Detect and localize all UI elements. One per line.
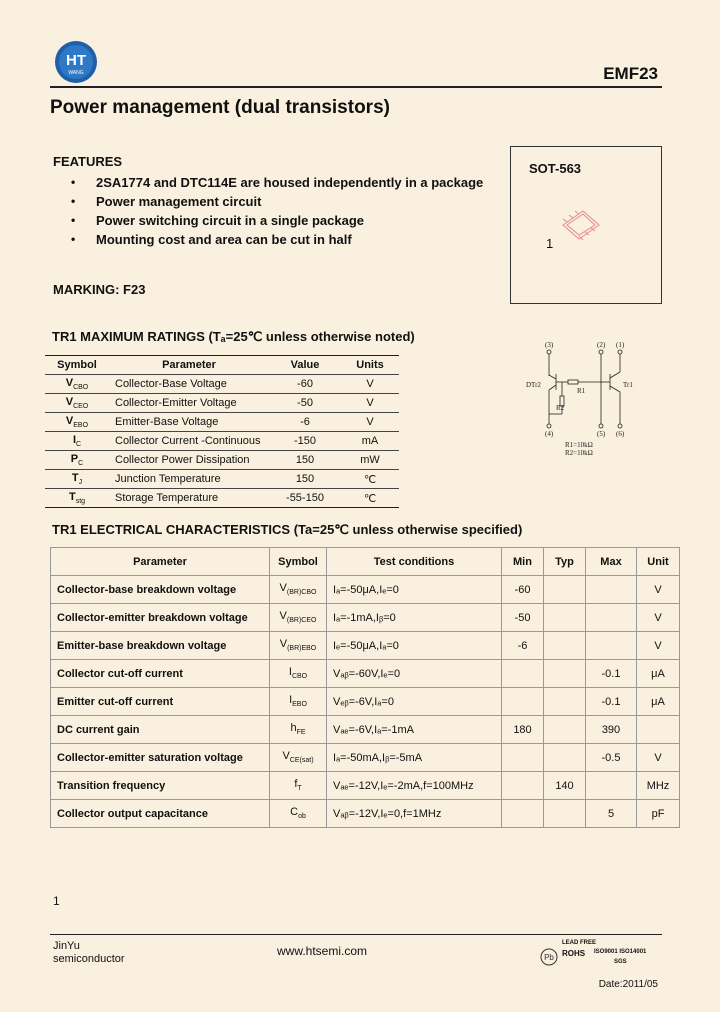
max <box>586 772 637 800</box>
feature-item: • Power management circuit <box>71 192 483 211</box>
logo-text: HT <box>66 52 86 69</box>
lead-free-icon <box>540 948 558 966</box>
symbol-subscript: stg <box>75 498 86 506</box>
company-name <box>53 940 125 966</box>
feature-item: • 2SA1774 and DTC114E are housed independently in a package <box>71 173 483 192</box>
column-header: Parameter <box>109 356 269 375</box>
symbol: V <box>65 376 74 389</box>
symbol: V <box>282 750 290 763</box>
unit: V <box>637 604 680 632</box>
parameter: Collector cut-off current <box>51 660 270 688</box>
min <box>502 772 544 800</box>
unit <box>637 716 680 744</box>
table-row <box>51 604 680 632</box>
page-title: Power management (dual transistors) <box>50 97 390 118</box>
table-row <box>45 432 399 451</box>
max: 390 <box>586 716 637 744</box>
min <box>502 744 544 772</box>
table-header-row <box>45 356 399 375</box>
feature-item: • Mounting cost and area can be cut in half <box>71 230 483 249</box>
table-row <box>51 632 680 660</box>
symbol-subscript: EBO <box>73 422 89 430</box>
symbol-subscript: ob <box>298 813 306 821</box>
typ <box>544 688 586 716</box>
circuit-diagram <box>520 338 660 460</box>
max: -0.5 <box>586 744 637 772</box>
symbol-subscript: C <box>78 460 84 468</box>
unit: V <box>341 375 399 394</box>
pin-2-label: (2) <box>597 341 606 349</box>
symbol-subscript: FE <box>296 729 306 737</box>
test-conditions: Vₑᵦ=-6V,Iₐ=0 <box>327 688 502 716</box>
value: 150 <box>269 451 341 470</box>
column-header: Symbol <box>270 548 327 576</box>
unit: V <box>637 576 680 604</box>
symbol-subscript: (BR)EBO <box>287 645 317 653</box>
column-header: Test conditions <box>327 548 502 576</box>
pin-3-label: (3) <box>545 341 554 349</box>
min: -60 <box>502 576 544 604</box>
company-logo <box>54 40 98 84</box>
table-row <box>51 688 680 716</box>
svg-text:Pb: Pb <box>544 953 554 962</box>
symbol: V <box>65 414 74 427</box>
test-conditions: Iₐ=-1mA,Iᵦ=0 <box>327 604 502 632</box>
typ <box>544 632 586 660</box>
parameter: Storage Temperature <box>109 489 269 508</box>
pin-4-label: (4) <box>545 430 554 438</box>
package-name: SOT-563 <box>529 161 582 176</box>
r2-value: R2=10kΩ <box>565 449 593 457</box>
column-header: Typ <box>544 548 586 576</box>
min: -50 <box>502 604 544 632</box>
pin-5-label: (5) <box>597 430 606 438</box>
certification-badges <box>540 940 660 970</box>
value: -150 <box>269 432 341 451</box>
table-row <box>45 451 399 470</box>
max <box>586 632 637 660</box>
value: -50 <box>269 394 341 413</box>
symbol: h <box>290 722 297 735</box>
unit: V <box>341 413 399 432</box>
max: -0.1 <box>586 660 637 688</box>
cert-rohs: ROHS <box>562 949 586 958</box>
features-list <box>71 173 483 249</box>
test-conditions: Iₐ=-50μA,Iₑ=0 <box>327 576 502 604</box>
symbol-subscript: CBO <box>73 384 89 392</box>
symbol-subscript: J <box>78 479 83 487</box>
symbol-subscript: CEO <box>73 403 89 411</box>
website-link[interactable]: www.htsemi.com <box>277 944 368 958</box>
symbol: T <box>68 490 76 503</box>
value: -55-150 <box>269 489 341 508</box>
marking-label: MARKING: F23 <box>53 282 146 297</box>
r1-label: R1 <box>577 387 586 395</box>
symbol: I <box>289 694 293 707</box>
document-date: Date:2011/05 <box>598 979 658 990</box>
test-conditions: Vₐₑ=-12V,Iₑ=-2mA,f=100MHz <box>327 772 502 800</box>
max <box>586 576 637 604</box>
min: 180 <box>502 716 544 744</box>
table-row <box>45 489 399 508</box>
max-ratings-heading: TR1 MAXIMUM RATINGS (Tₐ=25℃ unless otherwise noted) <box>52 329 415 344</box>
typ <box>544 800 586 828</box>
parameter: Emitter-Base Voltage <box>109 413 269 432</box>
parameter: Collector-emitter saturation voltage <box>51 744 270 772</box>
unit: mA <box>341 432 399 451</box>
parameter: Collector Power Dissipation <box>109 451 269 470</box>
column-header: Value <box>269 356 341 375</box>
unit: V <box>341 394 399 413</box>
unit: ℃ <box>341 489 399 508</box>
part-number: EMF23 <box>603 64 658 83</box>
table-row <box>51 744 680 772</box>
table-row <box>45 375 399 394</box>
elec-heading: TR1 ELECTRICAL CHARACTERISTICS (Ta=25℃ unless otherwise specified) <box>52 522 523 537</box>
dtr2-label: DTr2 <box>526 381 541 389</box>
symbol: I <box>72 433 76 446</box>
column-header: Max <box>586 548 637 576</box>
parameter: Collector output capacitance <box>51 800 270 828</box>
company-line1: JinYu <box>53 940 80 952</box>
symbol: C <box>290 806 299 819</box>
symbol-subscript: (BR)CEO <box>286 617 317 625</box>
table-row <box>51 716 680 744</box>
symbol-subscript: (BR)CBO <box>286 589 317 597</box>
unit: μA <box>637 688 680 716</box>
unit: mW <box>341 451 399 470</box>
typ <box>544 716 586 744</box>
cert-sgs: SGS <box>614 959 627 965</box>
symbol: f <box>294 778 298 791</box>
package-outline-icon <box>555 203 605 249</box>
package-pin1-label: 1 <box>546 236 554 251</box>
symbol-subscript: T <box>297 785 302 793</box>
unit: ℃ <box>341 470 399 489</box>
value: -60 <box>269 375 341 394</box>
symbol: V <box>279 610 287 623</box>
symbol-subscript: EBO <box>292 701 307 709</box>
typ <box>544 660 586 688</box>
test-conditions: Iₑ=-50μA,Iₐ=0 <box>327 632 502 660</box>
table-row <box>51 772 680 800</box>
min <box>502 800 544 828</box>
unit: pF <box>637 800 680 828</box>
table-row <box>51 576 680 604</box>
parameter: Transition frequency <box>51 772 270 800</box>
test-conditions: Vₐᵦ=-12V,Iₑ=0,f=1MHz <box>327 800 502 828</box>
max: 5 <box>586 800 637 828</box>
symbol: T <box>71 471 79 484</box>
pin-6-label: (6) <box>616 430 625 438</box>
parameter: Emitter cut-off current <box>51 688 270 716</box>
symbol: V <box>279 582 287 595</box>
min <box>502 688 544 716</box>
min: -6 <box>502 632 544 660</box>
unit: V <box>637 632 680 660</box>
symbol-subscript: CE(sat) <box>289 757 314 765</box>
parameter: Collector-emitter breakdown voltage <box>51 604 270 632</box>
unit: μA <box>637 660 680 688</box>
feature-item: • Power switching circuit in a single package <box>71 211 483 230</box>
parameter: Collector-Base Voltage <box>109 375 269 394</box>
symbol: P <box>70 452 79 465</box>
column-header: Parameter <box>51 548 270 576</box>
footer-rule <box>50 934 662 935</box>
page-number: 1 <box>53 894 60 908</box>
parameter: Collector Current -Continuous <box>109 432 269 451</box>
column-header: Symbol <box>45 356 109 375</box>
parameter: Emitter-base breakdown voltage <box>51 632 270 660</box>
value: 150 <box>269 470 341 489</box>
cert-iso: ISO9001 ISO14001 <box>594 949 647 955</box>
symbol: V <box>279 638 288 651</box>
column-header: Unit <box>637 548 680 576</box>
column-header: Units <box>341 356 399 375</box>
elec-table <box>50 547 680 828</box>
header-rule <box>50 86 662 88</box>
company-line2: semiconductor <box>53 953 125 965</box>
symbol: V <box>65 395 74 408</box>
typ <box>544 576 586 604</box>
unit: MHz <box>637 772 680 800</box>
table-row <box>51 660 680 688</box>
table-row <box>45 413 399 432</box>
features-heading: FEATURES <box>53 154 123 169</box>
table-row <box>45 470 399 489</box>
typ <box>544 744 586 772</box>
logo-subtext: WANG <box>68 70 84 76</box>
r1-value: R1=10kΩ <box>565 441 593 449</box>
test-conditions: Vₐᵦ=-60V,Iₑ=0 <box>327 660 502 688</box>
unit: V <box>637 744 680 772</box>
cert-lead-free: LEAD FREE <box>562 940 597 946</box>
typ <box>544 604 586 632</box>
column-header: Min <box>502 548 544 576</box>
typ: 140 <box>544 772 586 800</box>
table-row <box>51 800 680 828</box>
table-row <box>45 394 399 413</box>
test-conditions: Iₐ=-50mA,Iᵦ=-5mA <box>327 744 502 772</box>
parameter: Collector-Emitter Voltage <box>109 394 269 413</box>
table-header-row <box>51 548 680 576</box>
parameter: Junction Temperature <box>109 470 269 489</box>
r2-label: R2 <box>556 404 565 412</box>
max-ratings-table <box>45 355 399 508</box>
parameter: Collector-base breakdown voltage <box>51 576 270 604</box>
parameter: DC current gain <box>51 716 270 744</box>
symbol: I <box>288 666 292 679</box>
tr1-label: Tr1 <box>623 381 633 389</box>
symbol-subscript: CBO <box>291 673 308 681</box>
value: -6 <box>269 413 341 432</box>
test-conditions: Vₐₑ=-6V,Iₐ=-1mA <box>327 716 502 744</box>
max <box>586 604 637 632</box>
symbol-subscript: C <box>76 441 82 449</box>
pin-1-label: (1) <box>616 341 625 349</box>
min <box>502 660 544 688</box>
max: -0.1 <box>586 688 637 716</box>
